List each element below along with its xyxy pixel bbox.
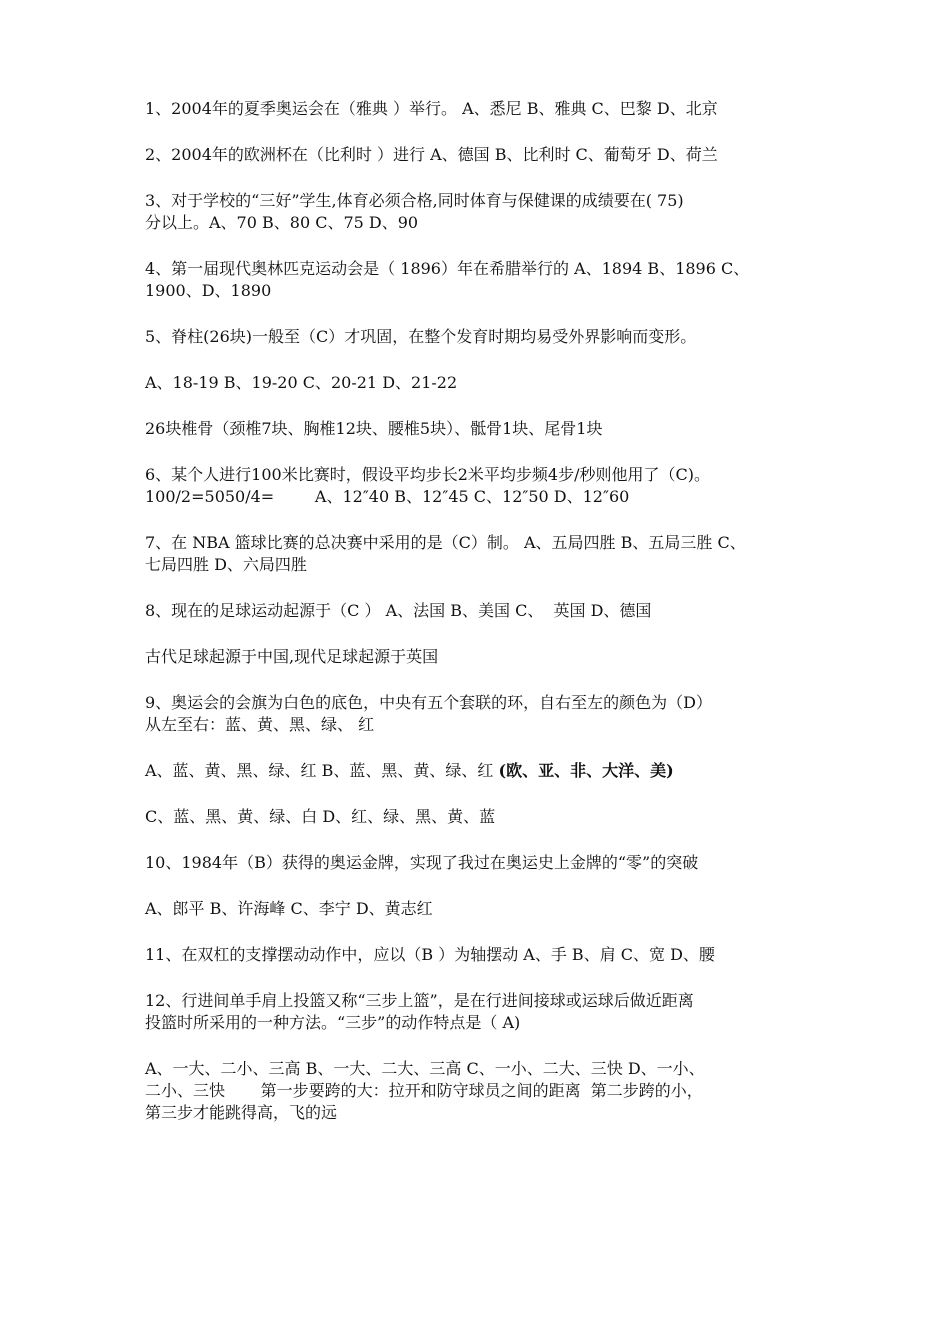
text-line: 26块椎骨（颈椎7块、胸椎12块、腰椎5块）、骶骨1块、尾骨1块 (145, 419, 603, 438)
question-paragraph (145, 532, 811, 576)
text-line: 5、脊柱(26块)一般至（C）才巩固，在整个发育时期均易受外界影响而变形。 (145, 327, 697, 346)
question-paragraph (145, 258, 811, 302)
text-line: 100/2=5050/4= A、12″40 B、12″45 C、12″50 D、12″60 (145, 487, 630, 506)
question-paragraph (145, 600, 811, 622)
question-paragraph (145, 898, 811, 920)
question-paragraph (145, 990, 811, 1034)
text-line: 11、在双杠的支撑摆动动作中，应以（B ）为轴摆动 A、手 B、肩 C、宽 D、腰 (145, 945, 715, 964)
question-paragraph (145, 326, 811, 348)
question-paragraph (145, 1058, 811, 1124)
text-line: 2、2004年的欧洲杯在（比利时 ）进行 A、德国 B、比利时 C、葡萄牙 D、荷兰 (145, 145, 718, 164)
text-line: 6、某个人进行100米比赛时，假设平均步长2米平均步频4步/秒则他用了（C)。 (145, 465, 710, 484)
text-line: A、18-19 B、19-20 C、20-21 D、21-22 (145, 373, 458, 392)
question-paragraph (145, 944, 811, 966)
text-line: 古代足球起源于中国,现代足球起源于英国 (145, 647, 439, 666)
text-line: 9、奥运会的会旗为白色的底色，中央有五个套联的环，自右至左的颜色为（D） (145, 693, 713, 712)
question-paragraph (145, 806, 811, 828)
text-line: 二小、三快 第一步要跨的大：拉开和防守球员之间的距离 第二步跨的小， (145, 1081, 703, 1100)
text-line: 1900、D、1890 (145, 281, 272, 300)
text-line: 12、行进间单手肩上投篮又称“三步上篮”，是在行进间接球或运球后做近距离 (145, 991, 694, 1010)
text-line: A、一大、二小、三高 B、一大、二大、三高 C、一小、二大、三快 D、一小、 (145, 1059, 705, 1078)
text-segment: A、蓝、黄、黑、绿、红 B、蓝、黑、黄、绿、红 (145, 761, 499, 780)
text-line: 1、2004年的夏季奥运会在（雅典 ）举行。 A、悉尼 B、雅典 C、巴黎 D、北京 (145, 99, 718, 118)
question-paragraph (145, 760, 811, 782)
text-line: C、蓝、黑、黄、绿、白 D、红、绿、黑、黄、蓝 (145, 807, 496, 826)
question-paragraph (145, 372, 811, 394)
question-paragraph (145, 418, 811, 440)
text-line: 七局四胜 D、六局四胜 (145, 555, 307, 574)
question-paragraph (145, 646, 811, 668)
text-line: 4、第一届现代奥林匹克运动会是（ 1896）年在希腊举行的 A、1894 B、1896 C、 (145, 259, 750, 278)
text-line: 8、现在的足球运动起源于（C ） A、法国 B、美国 C、 英国 D、德国 (145, 601, 652, 620)
text-line: 7、在 NBA 篮球比赛的总决赛中采用的是（C）制。 A、五局四胜 B、五局三胜 C、 (145, 533, 746, 552)
question-paragraph (145, 852, 811, 874)
question-paragraph (145, 464, 811, 508)
question-paragraph (145, 190, 811, 234)
text-line: 10、1984年（B）获得的奥运金牌，实现了我过在奥运史上金牌的“零”的突破 (145, 853, 699, 872)
question-paragraph (145, 98, 811, 120)
text-line: 分以上。A、70 B、80 C、75 D、90 (145, 213, 419, 232)
question-paragraph (145, 692, 811, 736)
bold-annotation: (欧、亚、非、大洋、美) (498, 761, 674, 780)
text-line: 第三步才能跳得高，飞的远 (145, 1103, 338, 1122)
text-line: 3、对于学校的“三好”学生,体育必须合格,同时体育与保健课的成绩要在( 75) (145, 191, 684, 210)
text-line (145, 760, 811, 782)
text-line: 从左至右：蓝、黄、黑、绿、 红 (145, 715, 375, 734)
question-paragraph (145, 144, 811, 166)
document-body (145, 98, 811, 1148)
text-line: A、郎平 B、许海峰 C、李宁 D、黄志红 (145, 899, 433, 918)
text-line: 投篮时所采用的一种方法。“三步”的动作特点是（ A) (145, 1013, 521, 1032)
